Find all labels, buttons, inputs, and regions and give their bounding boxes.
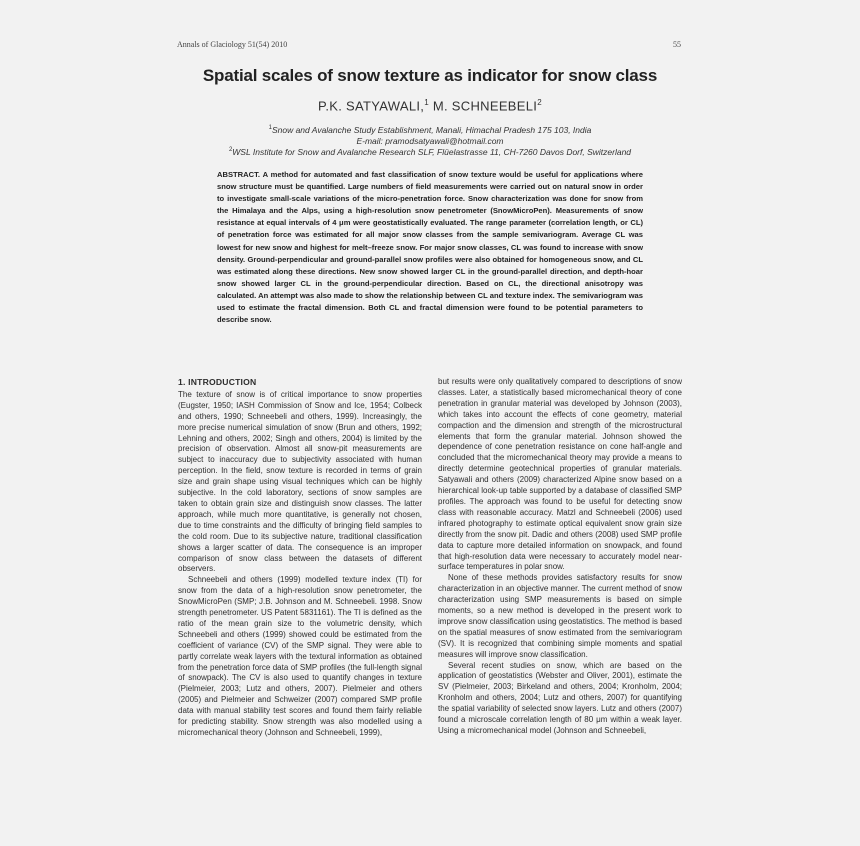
paper-title: Spatial scales of snow texture as indicator for snow class — [202, 66, 658, 85]
abstract: ABSTRACT. A method for automated and fast classification of snow texture would be useful for applications where snow structure must be quantified. Large numbers of field measurements were carried out on natural snow in order to investigate small-scale variations of the micro-penetration force. Snow characterization was done for snow from the Himalaya and the Alps, using a high-resolution snow penetrometer (SnowMicroPen). Measurements of snow resistance at equal intervals of 4 μm were geostatistically evaluated. The range parameter (correlation length, or CL) of penetration force was estimated for all major snow classes from the sample semivariogram. Average CL was lowest for new snow and highest for melt–freeze snow. For major snow classes, CL was found to increase with snow density. Ground-perpendicular and ground-parallel snow profiles were also obtained for homogeneous snow, and CL was estimated along these directions. New snow showed larger CL in the ground-parallel direction, and depth-hoar snow showed larger CL in the ground-perpendicular direction. Based on CL, the directional anisotropy was calculated. An attempt was also made to show the relationship between CL and texture index. The semivariogram was used to estimate the fractal dimension. Both CL and fractal dimension were found to be potential parameters to describe snow. — [217, 170, 643, 325]
right-column — [438, 377, 682, 737]
paragraph: None of these methods provides satisfactory results for snow characterization in an objective manner. The current method of snow characterization using SMP measurements is based on simple moments, so a new method is developed in the present work to improve snow classification using geostatistics. The method is based on the spatial measures of snow estimated from the semivariogram (SV). It is recognized that combining simple moments and spatial measures will improve snow classification. — [438, 573, 682, 659]
section-heading: 1. INTRODUCTION — [178, 377, 257, 387]
author-email: E-mail: pramodsatyawali@hotmail.com — [356, 136, 504, 146]
paragraph: Schneebeli and others (1999) modelled texture index (TI) for snow from the data of a high-resolution snow penetrometer, the SnowMicroPen (SMP; J.B. Johnson and M. Schneebeli. 1998. Snow strength penetrometer. US Patent 5831161). The TI is defined as the ratio of the mean grain size to the volumetric density, which Schneebeli and others (1999) showed could be estimated from the coefficient of variance (CV) of the SMP signal. They were able to partly correlate weak layers with the textural information as obtained from the penetration force data of SMP profiles (the full-length signal of snowpack). The CV is also used to quantify changes in texture (Pielmeier, 2003; Lutz and others, 2007). Pielmeier and others (2005) and Pielmeier and Schweizer (2007) compared SMP profile data with manual stability test scores and found them fairly reliable for predicting stability. Snow strength was also modelled using a micromechanical theory (Johnson and Schneebeli, 1999), — [178, 575, 422, 737]
affiliation-1 — [0, 125, 860, 135]
paragraph: The texture of snow is of critical importance to snow properties (Eugster, 1950; IASH Commission of Snow and Ice, 1954; Colbeck and others, 1990; Schneebeli and others, 1999). Increasingly, the more precise numerical simulation of snow (Brun and others, 1992; Lehning and others, 2002; Singh and others, 2004) is limited by the precision of observation. Almost all snow-pit measurements are subject to inaccuracy due to subjectivity associated with human perception. In the field, snow texture is recorded in terms of grain size and grain shape using visual techniques which can be highly subjective. In the cold laboratory, sections of snow samples are taken to obtain grain size and distinguish snow classes. The latter approach, while much more quantitative, is generally not chosen, due to time constraints and the difficulty of bringing field samples to the cold room. Due to its subjective nature, traditional classification shows a larger scatter of data. The consequence is an improper comparison of snow class between the datasets of different observers. — [178, 389, 422, 574]
affiliation-2 — [0, 147, 860, 157]
author-2: M. SCHNEEBELI — [432, 98, 538, 114]
affiliation-2-text: WSL Institute for Snow and Avalanche Research SLF, Flüelastrasse 11, CH-7260 Davos Dorf, Switzerland — [232, 147, 632, 157]
paragraph: but results were only qualitatively compared to descriptions of snow classes. Later, a statistically based micromechanical theory of cone penetration in granular material was developed by Johnson (2003), which takes into account the effects of cone geometry, material compaction and the dimension and strength of the microstructural elements that form the granular material. Johnson showed the dependence of cone penetration resistance on cone half-angle and concluded that the micromechanical theory may provide a means to directly determine geotechnical properties of granular materials. Satyawali and others (2009) characterized Alpine snow based on a hierarchical look-up table supported by a database of classified SMP profiles. The approach was found to be useful for detecting snow class with reasonable accuracy. Matzl and Schneebeli (2006) used infrared photography to estimate optical equivalent snow grain size directly from the snow pit. Dadic and others (2008) used SMP profile data to capture more detailed information on snowpack, and found that high-resolution data were necessary to accurately model near-surface temperatures in polar snow. — [438, 377, 682, 572]
affiliation-1-text: Snow and Avalanche Study Establishment, Manali, Himachal Pradesh 175 103, India — [271, 125, 592, 135]
author-2-affiliation-mark: 2 — [537, 98, 542, 107]
affiliation-1-mark: 1 — [268, 125, 272, 132]
journal-header: Annals of Glaciology 51(54) 2010 — [177, 40, 288, 49]
paragraph: Several recent studies on snow, which are based on the application of geostatistics (Webster and Oliver, 2001), estimate the SV (Pielmeier, 2003; Birkeland and others, 2004; Kronholm, 2004; Kronholm and others, 2004; Lutz and others, 2007) for quantifying the spatial variability of selected snow layers. Lutz and others (2007) found a microscale correlation length of 80 μm within a weak layer. Using a micromechanical model (Johnson and Schneebeli, — [438, 660, 682, 735]
author-1: P.K. SATYAWALI, — [318, 98, 425, 114]
author-1-affiliation-mark: 1 — [424, 98, 429, 107]
affiliation-2-mark: 2 — [228, 147, 233, 154]
page-number: 55 — [673, 40, 681, 49]
left-column — [178, 377, 422, 739]
author-line — [0, 98, 860, 113]
